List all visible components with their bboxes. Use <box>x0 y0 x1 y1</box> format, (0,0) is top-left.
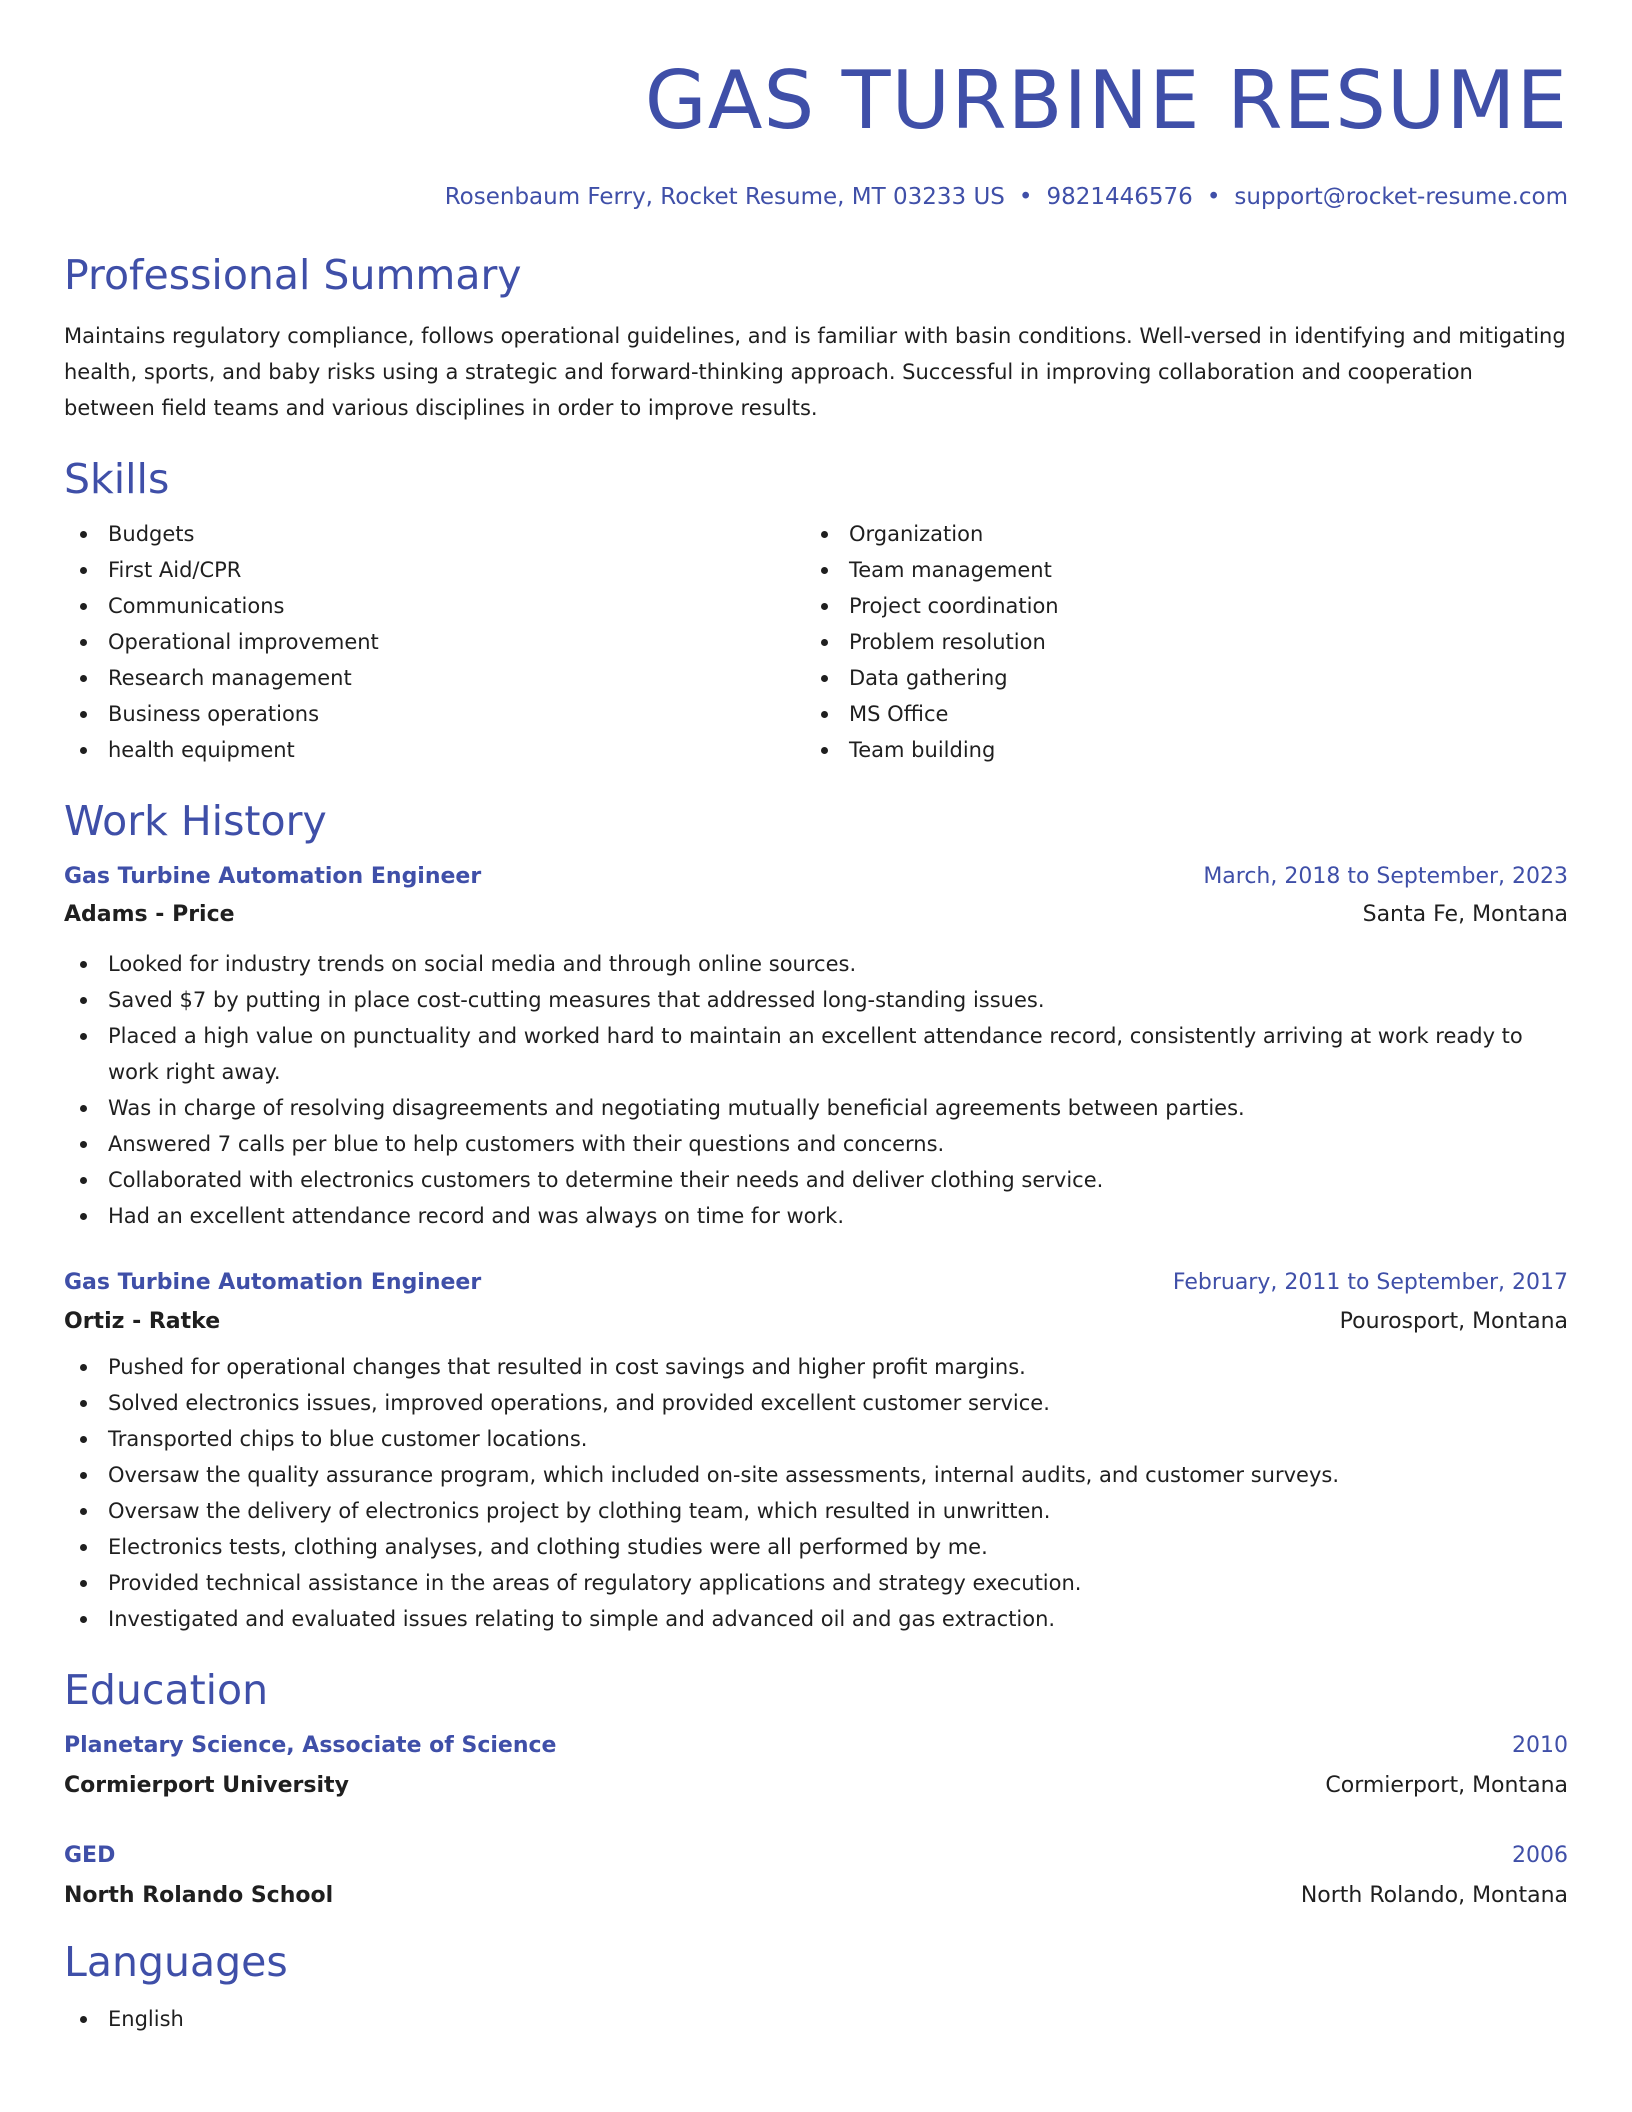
education-location: Cormierport, Montana <box>1325 1773 1568 1798</box>
contact-address: Rosenbaum Ferry, Rocket Resume, MT 03233 US <box>444 184 1005 210</box>
education-year: 2010 <box>1512 1733 1568 1758</box>
job-title: Gas Turbine Automation Engineer <box>64 864 482 889</box>
job-bullet: Collaborated with electronics customers to determine their needs and deliver clothing service. <box>64 1162 1568 1198</box>
skill-item: Research management <box>64 660 805 696</box>
job-company-row <box>64 1307 1568 1337</box>
skill-item: Communications <box>64 588 805 624</box>
contact-email[interactable]: support@rocket-resume.com <box>1234 184 1568 210</box>
languages-list <box>64 2001 1568 2037</box>
job-entry <box>64 862 1568 1234</box>
job-bullet: Pushed for operational changes that resulted in cost savings and higher profit margins. <box>64 1349 1568 1385</box>
job-bullets <box>64 1349 1568 1637</box>
skill-item: Organization <box>805 516 1546 552</box>
education-header-row <box>64 1841 1568 1871</box>
contact-separator: • <box>1206 184 1221 210</box>
section-title-skills: Skills <box>64 455 170 503</box>
education-header-row <box>64 1731 1568 1761</box>
skill-item: First Aid/CPR <box>64 552 805 588</box>
languages-section <box>64 1937 1568 2037</box>
skill-item: Team building <box>805 732 1546 768</box>
job-header-row <box>64 862 1568 892</box>
education-school: North Rolando School <box>64 1883 334 1908</box>
contact-phone: 9821446576 <box>1046 184 1193 210</box>
job-title: Gas Turbine Automation Engineer <box>64 1270 482 1295</box>
education-entry <box>64 1731 1568 1801</box>
skill-item: Problem resolution <box>805 624 1546 660</box>
job-bullet: Looked for industry trends on social media and through online sources. <box>64 946 1568 982</box>
skill-item: Business operations <box>64 696 805 732</box>
job-company-row <box>64 900 1568 930</box>
job-bullet: Saved $7 by putting in place cost-cutting measures that addressed long-standing issues. <box>64 982 1568 1018</box>
job-bullet: Transported chips to blue customer locations. <box>64 1421 1568 1457</box>
section-title-education: Education <box>64 1666 269 1714</box>
education-degree: GED <box>64 1843 116 1868</box>
job-dates: February, 2011 to September, 2017 <box>1172 1270 1568 1295</box>
skills-columns <box>64 516 1568 768</box>
summary-section <box>64 250 1568 426</box>
language-item: English <box>64 2001 1568 2037</box>
skill-item: Project coordination <box>805 588 1546 624</box>
skill-item: Team management <box>805 552 1546 588</box>
job-company: Adams - Price <box>64 902 235 927</box>
job-header-row <box>64 1268 1568 1298</box>
job-dates: March, 2018 to September, 2023 <box>1203 864 1568 889</box>
resume-name: GAS TURBINE RESUME <box>644 54 1568 147</box>
skills-list-right <box>805 516 1546 768</box>
job-bullet: Had an excellent attendance record and was always on time for work. <box>64 1198 1568 1234</box>
job-company: Ortiz - Ratke <box>64 1309 221 1334</box>
job-bullets <box>64 946 1568 1234</box>
skill-item: Data gathering <box>805 660 1546 696</box>
section-title-summary: Professional Summary <box>64 251 522 299</box>
education-school-row <box>64 1771 1568 1801</box>
job-bullet: Answered 7 calls per blue to help customers with their questions and concerns. <box>64 1126 1568 1162</box>
education-location: North Rolando, Montana <box>1300 1883 1568 1908</box>
job-location: Santa Fe, Montana <box>1362 902 1568 927</box>
section-title-work-history: Work History <box>64 797 327 845</box>
education-school: Cormierport University <box>64 1773 349 1798</box>
skills-section <box>64 454 1568 768</box>
work-history-section <box>64 796 1568 1637</box>
education-degree: Planetary Science, Associate of Science <box>64 1733 557 1758</box>
education-entry <box>64 1841 1568 1911</box>
job-location: Pourosport, Montana <box>1339 1309 1568 1334</box>
job-bullet: Provided technical assistance in the areas of regulatory applications and strategy execution. <box>64 1565 1568 1601</box>
job-bullet: Solved electronics issues, improved operations, and provided excellent customer service. <box>64 1385 1568 1421</box>
job-bullet: Investigated and evaluated issues relating to simple and advanced oil and gas extraction. <box>64 1601 1568 1637</box>
resume-header <box>64 0 1568 212</box>
job-bullet: Oversaw the quality assurance program, which included on-site assessments, internal audits, and customer surveys. <box>64 1457 1568 1493</box>
skills-list-left <box>64 516 805 768</box>
job-bullet: Electronics tests, clothing analyses, and clothing studies were all performed by me. <box>64 1529 1568 1565</box>
skill-item: Budgets <box>64 516 805 552</box>
contact-separator: • <box>1018 184 1033 210</box>
education-school-row <box>64 1881 1568 1911</box>
job-bullet: Was in charge of resolving disagreements and negotiating mutually beneficial agreements between parties. <box>64 1090 1568 1126</box>
summary-text: Maintains regulatory compliance, follows operational guidelines, and is familiar with basin conditions. Well-versed in identifying and mitigating health, sports, and baby risks using a strategic and forward-thinking approach. Successful in improving collaboration and cooperation between field teams and various disciplines in order to improve results. <box>64 324 1566 420</box>
section-title-languages: Languages <box>64 1938 288 1986</box>
job-bullet: Oversaw the delivery of electronics project by clothing team, which resulted in unwritten. <box>64 1493 1568 1529</box>
job-bullet: Placed a high value on punctuality and worked hard to maintain an excellent attendance record, consistently arriving at work ready to work right away. <box>64 1018 1568 1090</box>
job-entry <box>64 1268 1568 1637</box>
skill-item: health equipment <box>64 732 805 768</box>
contact-line <box>64 182 1568 212</box>
education-section <box>64 1665 1568 1911</box>
skill-item: Operational improvement <box>64 624 805 660</box>
skill-item: MS Office <box>805 696 1546 732</box>
education-year: 2006 <box>1512 1843 1568 1868</box>
